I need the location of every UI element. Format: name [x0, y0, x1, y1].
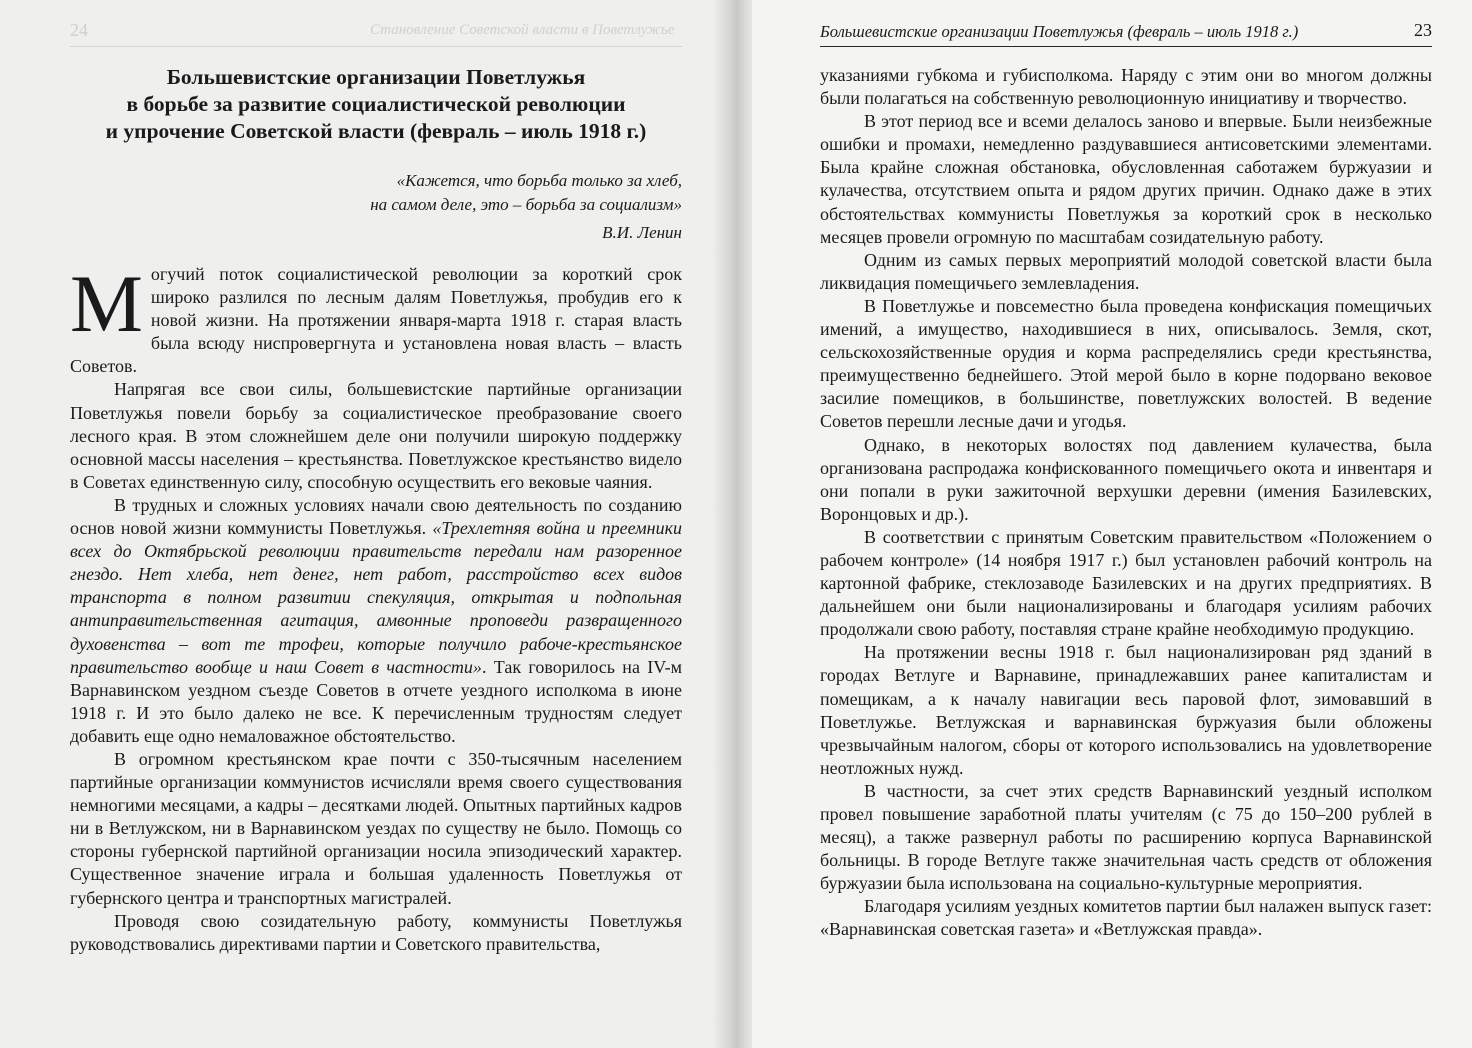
paragraph: Однако, в некоторых волостях под давлением кулачества, была организована распродажа конфискованного помещичьего окота и инвентаря и они попали в руки зажиточной верхушки деревни (имения Базилевских, Воронцовых и др.).: [820, 434, 1432, 524]
paragraph: Благодаря усилиям уездных комитетов партии был налажен выпуск газет: «Варнавинская советская газета» и «Ветлужская правда».: [820, 896, 1432, 940]
paragraph: [70, 494, 682, 748]
paragraph: Проводя свою созидательную работу, коммунисты Поветлужья руководствовались директивами партии и Советского правительства,: [70, 910, 682, 954]
paragraph: Напрягая все свои силы, большевистские партийные организации Поветлужья повели борьбу за социалистическое преобразование своего лесного края. В этом сложнейшем деле они получили широкую поддержку основной массы населения – крестьянства. Поветлужское крестьянство видело в Советах единственную силу, способную осуществить его вековые чаяния.: [70, 379, 682, 492]
paragraph: В огромном крестьянском крае почти с 350-тысячным населением партийные организации коммунистов исчисляли время своего существования немногими месяцами, а кадры – десятками людей. Опытных партийных кадров ни в Ветлужском, ни в Варнавинском уездах по существу не было. Помощь со стороны губернской партийной организации носила эпизодический характер. Существенное значение играла и большая удаленность Поветлужья от губернского центра и транспортных магистралей.: [70, 748, 682, 908]
bleed-through-page-number: 24: [70, 20, 88, 40]
paragraph: Одним из самых первых мероприятий молодой советской власти была ликвидация помещичьего землевладения.: [820, 249, 1432, 293]
chapter-title-line-3: и упрочение Советской власти (февраль – июль 1918 г.): [105, 119, 647, 143]
left-page: [0, 0, 722, 1048]
paragraph-text: . Так говорилось на IV-м Варнавинском уездном съезде Советов в отчете уездного исполкома в июне 1918 г. И это было далеко не все. К перечисленным трудностям следует добавить еще одно немаловажное обстоятельство.: [70, 656, 682, 746]
page-number: 23: [1414, 20, 1432, 40]
right-text-column: [820, 64, 1432, 942]
epigraph: [70, 169, 682, 245]
paragraph: В соответствии с принятым Советским правительством «Положением о рабочем контроле» (14 ноября 1917 г.) был установлен рабочий контроль на картонной фабрике, стеклозаводе Базилевских и на других предприятиях. В дальнейшем они были национализированы и благодаря усилиям рабочих продолжали свою работу, поставляя стране крайне необходимую продукцию.: [820, 526, 1432, 640]
chapter-title-line-2: в борьбе за развитие социалистической революции: [126, 92, 626, 116]
chapter-title: [70, 64, 682, 145]
header-rule: [820, 46, 1432, 47]
paragraph: В частности, за счет этих средств Варнавинский уездный исполком провел повышение заработной платы учителям (с 75 до 150–200 рублей в месяц), а также развернул работы по расширению корпуса Варнавинской больницы. В городе Ветлуге также значительная часть средств от обложения буржуазии была использована на социально-культурные мероприятия.: [820, 780, 1432, 894]
paragraph: В Поветлужье и повсеместно была проведена конфискация помещичьих имений, а имущество, находившиеся в них, описывалось. Земля, скот, сельскохозяйственные орудия и корма распределялись среди крестьянства, преимущественно беднейшего. Этой мерой было в корне подорвано вековое засилие помещиков, в большинстве, поветлужских волостей. В ведение Советов перешли лесные дачи и угодья.: [820, 295, 1432, 432]
paragraph: На протяжении весны 1918 г. был национализирован ряд зданий в городах Ветлуге и Варнавине, принадлежавших ранее капиталистам и помещикам, а к началу навигации весь паровой флот, зимовавший в Поветлужье. Ветлужская и варнавинская буржуазия были обложены чрезвычайным налогом, сборы от которого использовались на удовлетворение неотложных нужд.: [820, 642, 1432, 778]
epigraph-line-1: «Кажется, что борьба только за хлеб,: [396, 171, 682, 190]
left-text-column: [70, 60, 682, 956]
paragraph-text: В трудных и сложных условиях начали свою деятельность по созданию основ новой жизни коммунисты Поветлужья.: [70, 494, 682, 539]
bleed-through-rule: [70, 46, 682, 47]
paragraph: [70, 258, 682, 378]
paragraph: указаниями губкома и губисполкома. Наряду с этим они во многом должны были полагаться на собственную революционную инициативу и творчество.: [820, 65, 1432, 109]
epigraph-author: В.И. Ленин: [602, 223, 682, 242]
paragraph: В этот период все и всеми делалось заново и впервые. Были неизбежные ошибки и промахи, немедленно раздувавшиеся антисоветскими элементами. Была крайне сложная обстановка, обусловленная саботажем буржуазии и кулачества, отсутствием опыта и рядом других причин. Однако даже в этих обстоятельствах коммунисты Поветлужья за короткий срок в несколько месяцев провели огромную по масштабам созидательную работу.: [820, 111, 1432, 247]
bleed-through-title: Становление Советской власти в Поветлужье: [370, 22, 675, 38]
left-body-text: [70, 258, 682, 956]
right-page: [752, 0, 1472, 1048]
drop-cap-letter: М: [70, 258, 143, 349]
chapter-title-line-1: Большевистские организации Поветлужья: [166, 65, 586, 89]
paragraph-text: огучий поток социалистической революции за короткий срок широко разлился по лесным далям Поветлужья, пробудив его к новой жизни. На протяжении января-марта 1918 г. старая власть была всюду ниспровергнута и установлена новая власть – власть Советов.: [70, 264, 682, 377]
running-title: Большевистские организации Поветлужья (февраль – июль 1918 г.): [820, 22, 1299, 41]
epigraph-line-2: на самом деле, это – борьба за социализм»: [370, 195, 682, 214]
quotation: «Трехлетняя война и преемники всех до Октябрьской революции правительств передали нам разоренное гнездо. Нет хлеба, нет денег, нет работ, расстройство всех видов транспорта в полном развитии спекуляция, открытая и подпольная антиправительственная агитация, амвонные проповеди развращенного духовенства – вот те трофеи, которые получило рабоче-крестьянское правительство вообще и наш Совет в частности»: [70, 518, 682, 677]
running-header: [820, 20, 1432, 44]
